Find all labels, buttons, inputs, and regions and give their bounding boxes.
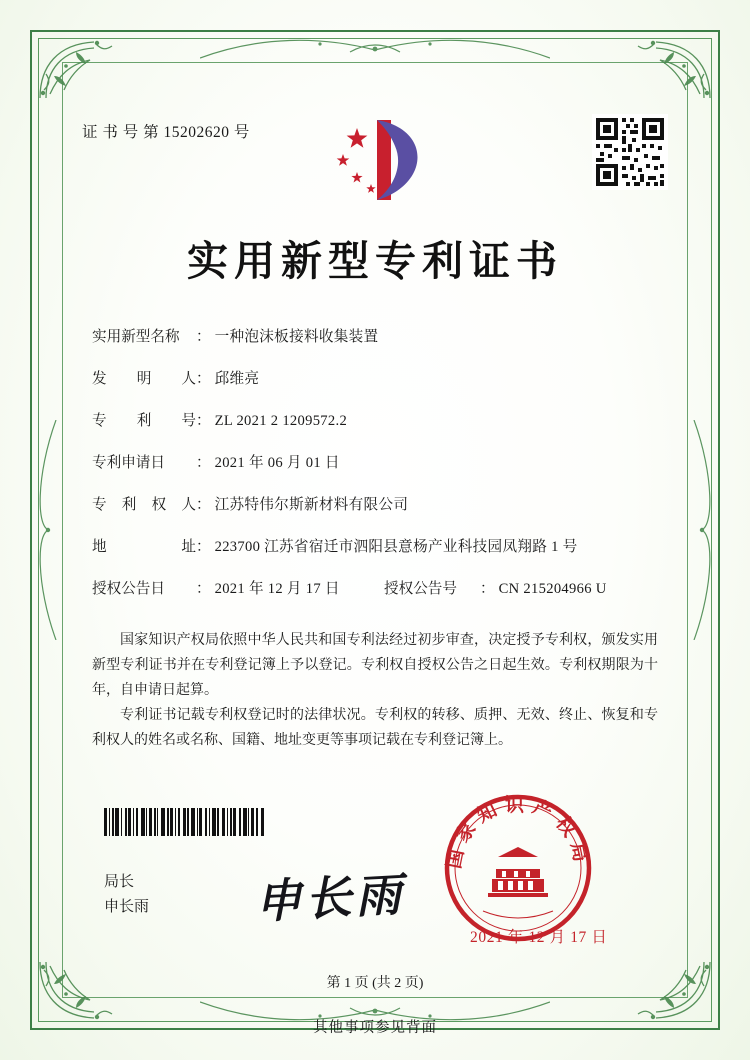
field-value-grant-date: 2021 年 12 月 17 日: [214, 581, 340, 597]
field-row-inventor: [92, 367, 658, 388]
field-colon: ：: [196, 539, 211, 555]
certificate-number: 证 书 号 第 15202620 号: [82, 124, 250, 141]
edge-ornament-icon: [32, 420, 62, 640]
field-label: 专 利 权 人: [92, 497, 196, 513]
corner-ornament-icon: [628, 36, 714, 102]
field-label: 地 址: [92, 539, 196, 555]
field-row-address: [92, 535, 658, 556]
field-value-patentee: 江苏特伟尔斯新材料有限公司: [214, 497, 409, 513]
field-colon: ：: [196, 455, 211, 471]
field-label: 发 明 人: [92, 371, 196, 387]
legal-text-block: [92, 628, 658, 753]
handwritten-signature: 申长雨: [253, 867, 407, 929]
svg-text:国家知识产权局: 国家知识产权局: [443, 795, 593, 871]
field-colon: ：: [196, 497, 211, 513]
official-seal: [443, 793, 593, 943]
field-value-address: 223700 江苏省宿迁市泗阳县意杨产业科技园凤翔路 1 号: [214, 539, 578, 555]
field-row-grant-announcement: [92, 577, 658, 598]
seal-date: 2021 年 12 月 17 日: [470, 929, 608, 946]
field-label: 授权公告日: [92, 581, 165, 597]
field-value-application-date: 2021 年 06 月 01 日: [214, 455, 340, 471]
cnipa-logo-icon: [321, 112, 431, 208]
field-value-utility-model-name: 一种泡沫板接料收集装置: [214, 329, 379, 345]
qr-code-icon[interactable]: [592, 114, 668, 190]
legal-paragraph-2: 专利证书记载专利权登记时的法律状况。专利权的转移、质押、无效、终止、恢复和专利权人的姓名或名称、国籍、地址变更等事项记载在专利登记簿上。: [92, 708, 658, 748]
signature-block: [104, 870, 149, 920]
page-title: 实用新型专利证书: [187, 238, 563, 284]
legal-paragraph-1: 国家知识产权局依照中华人民共和国专利法经过初步审查，决定授予专利权，颁发实用新型专利证书并在专利登记簿上予以登记。专利权自授权公告之日起生效。专利权期限为十年，自申请日起算。: [92, 633, 658, 698]
edge-ornament-icon: [688, 420, 718, 640]
field-row-patent-number: [92, 409, 658, 430]
field-colon: ：: [196, 371, 211, 387]
barcode: [104, 808, 300, 836]
field-colon: ：: [480, 581, 495, 597]
field-row-utility-model-name: [92, 325, 658, 346]
page-number: 第 1 页 (共 2 页): [326, 976, 424, 991]
signature-name: 申长雨: [104, 899, 150, 915]
field-colon: ：: [196, 329, 211, 345]
field-colon: ：: [196, 413, 211, 429]
field-label: 实用新型名称: [92, 329, 180, 345]
corner-ornament-icon: [36, 36, 122, 102]
field-value-patent-number: ZL 2021 2 1209572.2: [214, 413, 348, 429]
field-label: 专 利 号: [92, 413, 196, 429]
signature-role: 局长: [104, 874, 135, 890]
edge-ornament-icon: [200, 34, 550, 64]
field-value-inventor: 邱维亮: [214, 371, 260, 387]
field-row-patentee: [92, 493, 658, 514]
field-label: 专利申请日: [92, 455, 165, 471]
field-colon: ：: [196, 581, 211, 597]
field-row-application-date: [92, 451, 658, 472]
grant-date-group: [92, 577, 384, 598]
back-side-note: 其他事项参见背面: [313, 1020, 437, 1036]
field-list: [92, 325, 658, 604]
field-value-grant-number: CN 215204966 U: [498, 581, 607, 597]
field-label: 授权公告号: [384, 581, 457, 597]
grant-number-group: [384, 577, 607, 598]
